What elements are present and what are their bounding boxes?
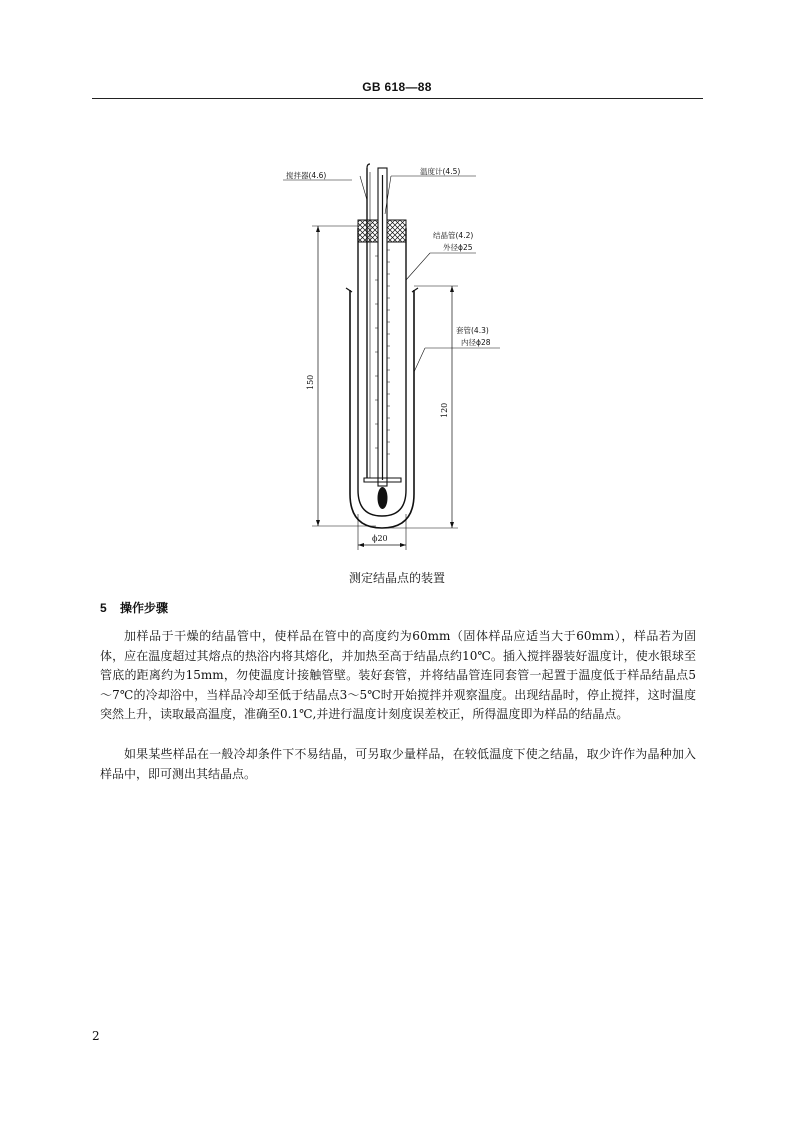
section-number: 5	[100, 601, 107, 615]
label-jacket-tube-diameter: 内径ϕ28	[461, 338, 491, 347]
paragraph-procedure	[100, 627, 696, 725]
paragraph-seed-crystal	[100, 745, 696, 784]
section-title: 操作步骤	[120, 601, 169, 615]
stirrer-hook	[367, 164, 370, 168]
label-crystal-tube: 结晶管(4.2)	[433, 231, 474, 240]
label-crystal-tube-diameter: 外径ϕ25	[443, 243, 473, 252]
page-header: GB 618—88	[362, 80, 432, 94]
label-stirrer: 搅拌器(4.6)	[286, 171, 327, 180]
mercury-bulb	[378, 487, 388, 509]
label-jacket-tube: 套管(4.3)	[456, 326, 489, 335]
label-thermometer: 温度计(4.5)	[420, 167, 461, 176]
paragraph-text: 加样品于干燥的结晶管中，使样品在管中的高度约为60mm（固体样品应适当大于60mm），样品若为固体，应在温度超过其熔点的热浴内将其熔化，并加热至高于结晶点约10℃。插入搅拌器装好温度计，使水银球至管底的距离约为15mm，勿使温度计接触管壁。装好套管，并将结晶管连同套管一起置于温度低于样品结晶点5～7℃的冷却浴中，当样品冷却至低于结晶点3～5℃时开始搅拌并观察温度。出现结晶时，停止搅拌，这时温度突然上升，读取最高温度，准确至0.1℃,并进行温度计刻度误差校正，所得温度即为样品的结晶点。	[100, 629, 696, 721]
dimension-150: 150	[306, 374, 315, 390]
dimension-phi20: ϕ20	[372, 534, 388, 543]
page-number: 2	[92, 1029, 100, 1043]
section-heading	[100, 599, 168, 616]
paragraph-text: 如果某些样品在一般冷却条件下不易结晶，可另取少量样品，在较低温度下使之结晶，取少许作为晶种加入样品中，即可测出其结晶点。	[100, 747, 696, 781]
figure-caption: 测定结晶点的装置	[348, 571, 445, 585]
dimension-120: 120	[440, 402, 449, 418]
